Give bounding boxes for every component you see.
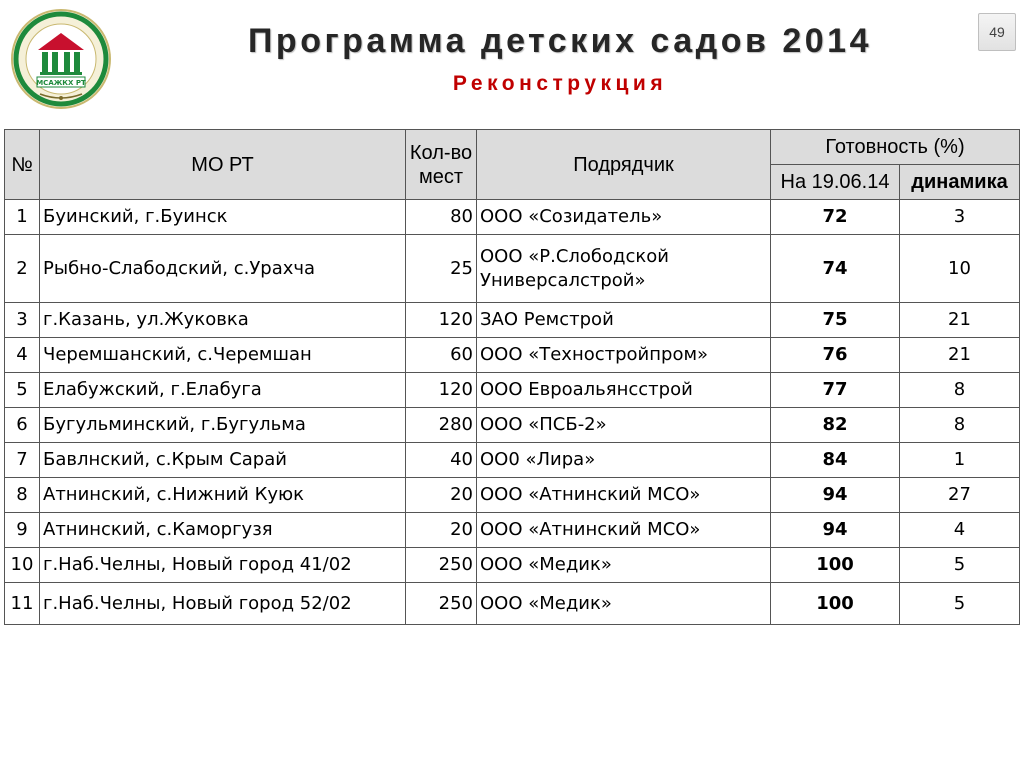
row-readiness: 72 bbox=[771, 200, 900, 235]
row-dynamics: 8 bbox=[900, 373, 1020, 408]
page-title: Программа детских садов 2014 bbox=[247, 22, 873, 60]
row-seats: 280 bbox=[406, 408, 477, 443]
row-contractor: ООО «Атнинский МСО» bbox=[477, 513, 771, 548]
row-seats: 250 bbox=[406, 583, 477, 625]
row-seats: 20 bbox=[406, 478, 477, 513]
header-seats: Кол-во мест bbox=[406, 130, 477, 200]
table-row bbox=[5, 478, 1020, 513]
ministry-emblem-icon bbox=[10, 8, 112, 110]
row-district: Атнинский, с.Нижний Куюк bbox=[40, 478, 406, 513]
row-num: 6 bbox=[5, 408, 40, 443]
row-readiness: 100 bbox=[771, 583, 900, 625]
row-contractor: ООО «Р.Слободской Универсалстрой» bbox=[477, 235, 771, 303]
row-num: 8 bbox=[5, 478, 40, 513]
row-seats: 60 bbox=[406, 338, 477, 373]
row-seats: 250 bbox=[406, 548, 477, 583]
header-dynamics: динамика bbox=[900, 165, 1020, 200]
row-seats: 120 bbox=[406, 303, 477, 338]
row-num: 7 bbox=[5, 443, 40, 478]
row-district: Атнинский, с.Каморгузя bbox=[40, 513, 406, 548]
row-dynamics: 27 bbox=[900, 478, 1020, 513]
row-district: г.Наб.Челны, Новый город 41/02 bbox=[40, 548, 406, 583]
row-contractor: ООО «Созидатель» bbox=[477, 200, 771, 235]
table-header-row bbox=[5, 130, 1020, 165]
row-readiness: 77 bbox=[771, 373, 900, 408]
row-contractor: ЗАО Ремстрой bbox=[477, 303, 771, 338]
row-district: Бавлнский, с.Крым Сарай bbox=[40, 443, 406, 478]
row-num: 11 bbox=[5, 583, 40, 625]
row-readiness: 94 bbox=[771, 478, 900, 513]
row-seats: 20 bbox=[406, 513, 477, 548]
row-seats: 80 bbox=[406, 200, 477, 235]
row-contractor: ООО «Медик» bbox=[477, 583, 771, 625]
header-district: МО РТ bbox=[40, 130, 406, 200]
header-readiness: Готовность (%) bbox=[771, 130, 1020, 165]
header-readiness-date: На 19.06.14 bbox=[771, 165, 900, 200]
row-dynamics: 8 bbox=[900, 408, 1020, 443]
table-row bbox=[5, 583, 1020, 625]
row-readiness: 74 bbox=[771, 235, 900, 303]
table-row bbox=[5, 408, 1020, 443]
table-row bbox=[5, 338, 1020, 373]
row-readiness: 84 bbox=[771, 443, 900, 478]
row-district: Рыбно-Слабодский, с.Урахча bbox=[40, 235, 406, 303]
row-dynamics: 3 bbox=[900, 200, 1020, 235]
row-num: 4 bbox=[5, 338, 40, 373]
header-contractor: Подрядчик bbox=[477, 130, 771, 200]
row-contractor: ООО Евроальянсстрой bbox=[477, 373, 771, 408]
row-district: г.Казань, ул.Жуковка bbox=[40, 303, 406, 338]
row-readiness: 75 bbox=[771, 303, 900, 338]
table-row bbox=[5, 443, 1020, 478]
table-row bbox=[5, 513, 1020, 548]
row-num: 2 bbox=[5, 235, 40, 303]
row-dynamics: 10 bbox=[900, 235, 1020, 303]
row-district: Елабужский, г.Елабуга bbox=[40, 373, 406, 408]
table-row bbox=[5, 373, 1020, 408]
row-district: Черемшанский, с.Черемшан bbox=[40, 338, 406, 373]
page-subtitle: Реконструкция bbox=[452, 72, 668, 95]
table-row bbox=[5, 548, 1020, 583]
row-num: 1 bbox=[5, 200, 40, 235]
row-dynamics: 5 bbox=[900, 583, 1020, 625]
row-contractor: ОО0 «Лира» bbox=[477, 443, 771, 478]
table-row bbox=[5, 200, 1020, 235]
row-contractor: ООО «ПСБ-2» bbox=[477, 408, 771, 443]
header-num: № bbox=[5, 130, 40, 200]
row-district: г.Наб.Челны, Новый город 52/02 bbox=[40, 583, 406, 625]
row-district: Бугульминский, г.Бугульма bbox=[40, 408, 406, 443]
row-num: 10 bbox=[5, 548, 40, 583]
row-contractor: ООО «Медик» bbox=[477, 548, 771, 583]
row-seats: 40 bbox=[406, 443, 477, 478]
row-district: Буинский, г.Буинск bbox=[40, 200, 406, 235]
row-readiness: 82 bbox=[771, 408, 900, 443]
row-seats: 25 bbox=[406, 235, 477, 303]
row-num: 5 bbox=[5, 373, 40, 408]
row-num: 9 bbox=[5, 513, 40, 548]
row-readiness: 76 bbox=[771, 338, 900, 373]
row-readiness: 94 bbox=[771, 513, 900, 548]
row-dynamics: 4 bbox=[900, 513, 1020, 548]
svg-text:МСАЖКХ РТ: МСАЖКХ РТ bbox=[36, 79, 86, 87]
row-readiness: 100 bbox=[771, 548, 900, 583]
row-dynamics: 21 bbox=[900, 303, 1020, 338]
row-dynamics: 21 bbox=[900, 338, 1020, 373]
row-contractor: ООО «Техностройпром» bbox=[477, 338, 771, 373]
slide-number-badge: 49 bbox=[978, 13, 1016, 51]
row-dynamics: 5 bbox=[900, 548, 1020, 583]
table-row bbox=[5, 235, 1020, 303]
table-row bbox=[5, 303, 1020, 338]
row-contractor: ООО «Атнинский МСО» bbox=[477, 478, 771, 513]
kindergarten-table bbox=[4, 129, 1020, 625]
row-seats: 120 bbox=[406, 373, 477, 408]
ministry-logo bbox=[10, 8, 112, 110]
row-dynamics: 1 bbox=[900, 443, 1020, 478]
row-num: 3 bbox=[5, 303, 40, 338]
